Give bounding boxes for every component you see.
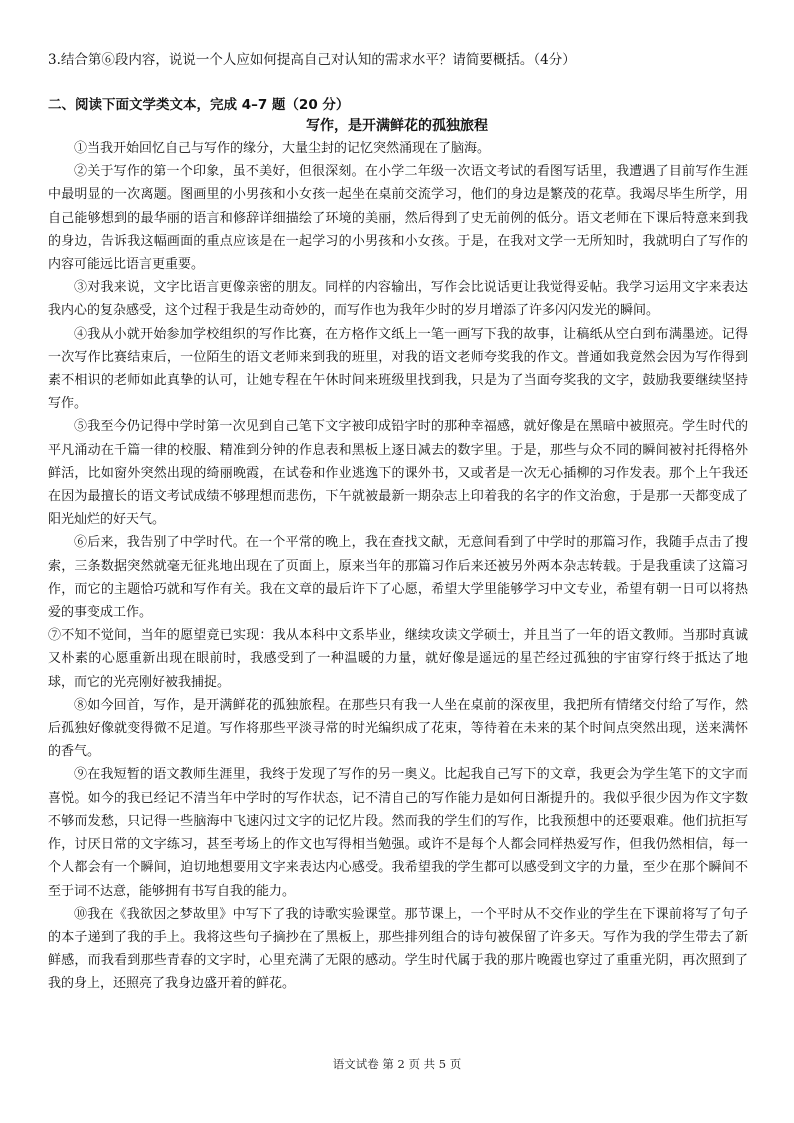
paragraph-10: ⑩我在《我欲因之梦故里》中写下了我的诗歌实验课堂。那节课上，一个平时从不交作业的学生在下课前将写了句子的本子递到了我的手上。我将这些句子摘抄在了黑板上，那些排列组合的诗句被保留了许多天。写作为我的学生带去了新鲜感，而我看到那些青春的文字时，心里充满了无限的感动。学生时代属于我的那片晚霞也穿过了重重光阴，再次照到了我的身上，还照亮了我身边盛开着的鲜花。: [48, 906, 748, 992]
page-footer: 语文试卷 第 2 页 共 5 页: [332, 1057, 462, 1071]
article-body: [48, 137, 748, 996]
paragraph-6: ⑥后来，我告别了中学时代。在一个平常的晚上，我在查找文献，无意间看到了中学时的那篇习作，我随手点击了搜索，三条数据突然就毫无征兆地出现在了页面上，原来当年的那篇习作后来还被另外两本杂志转载。于是我重读了这篇习作，而它的主题恰巧就和写作有关。我在文章的最后许下了心愿，希望大学里能够学习中文专业，希望有朝一日可以将热爱的事变成工作。: [48, 535, 748, 621]
paragraph-2: ②关于写作的第一个印象，虽不美好，但很深刻。在小学二年级一次语文考试的看图写话里，我遭遇了目前写作生涯中最明显的一次离题。图画里的小男孩和小女孩一起坐在桌前交流学习，他们的身边是繁茂的花草。我竭尽毕生所学，用自己能够想到的最华丽的语言和修辞详细描绘了环境的美丽，然后得到了史无前例的低分。语文老师在下课后特意来到我的身边，告诉我这幅画面的重点应该是在一起学习的小男孩和小女孩。于是，在我对文学一无所知时，我就明白了写作的内容可能远比语言更重要。: [48, 164, 748, 273]
paragraph-7: ⑦不知不觉间，当年的愿望竟已实现：我从本科中文系毕业，继续攻读文学硕士，并且当了一年的语文教师。当那时真诚又朴素的心愿重新出现在眼前时，我感受到了一种温暖的力量，就好像是遥远的星芒经过孤独的宇宙穿行终于抵达了地球，而它的光亮刚好被我捕捉。: [48, 628, 748, 690]
paragraph-4: ④我从小就开始参加学校组织的写作比赛，在方格作文纸上一笔一画写下我的故事，让稿纸从空白到布满墨迹。记得一次写作比赛结束后，一位陌生的语文老师来到我的班里，对我的语文老师夸奖我的作文。普通如我竟然会因为写作得到素不相识的老师如此真挚的认可，让她专程在午休时间来班级里找到我，只是为了当面夸奖我的文字，鼓励我要继续坚持写作。: [48, 326, 748, 412]
article-title: 写作，是开满鲜花的孤独旅程: [306, 118, 488, 134]
paragraph-3: ③对我来说，文字比语言更像亲密的朋友。同样的内容输出，写作会比说话更让我觉得妥帖。我学习运用文字来表达我内心的复杂感受，这个过程于我是生动奇妙的，而写作也为我年少时的岁月增添了许多闪闪发光的瞬间。: [48, 280, 748, 319]
paragraph-1: ①当我开始回忆自己与写作的缘分，大量尘封的记忆突然涌现在了脑海。: [74, 141, 491, 156]
question-3: 3.结合第⑥段内容，说说一个人应如何提高自己对认知的需求水平？请简要概括。（4分）: [48, 52, 576, 68]
paragraph-8: ⑧如今回首，写作，是开满鲜花的孤独旅程。在那些只有我一人坐在桌前的深夜里，我把所有情绪交付给了写作，然后孤独好像就变得微不足道。写作将那些平淡寻常的时光编织成了花束，等待着在未来的某个时间点突然出现，送来满怀的香气。: [48, 697, 748, 760]
paragraph-9: ⑨在我短暂的语文教师生涯里，我终于发现了写作的另一奥义。比起我自己写下的文章，我更会为学生笔下的文字而喜悦。如今的我已经记不清当年中学时的写作状态，记不清自己的写作能力是如何日渐提升的。我似乎很少因为作文字数不够而发愁，只记得一些脑海中飞速闪过文字的记忆片段。然而我的学生们的写作，比我预想中的还要艰难。他们抗拒写作，讨厌日常的文字练习，甚至考场上的作文也写得相当勉强。或许不是每个人都会同样热爱写作，但我仍然相信，每一个人都会有一个瞬间，迫切地想要用文字来表达内心感受。我希望我的学生都可以感受到文字的力量，至少在那个瞬间不至于词不达意，能够拥有书写自我的能力。: [48, 767, 748, 899]
paragraph-5: ⑤我至今仍记得中学时第一次见到自己笔下文字被印成铅字时的那种幸福感，就好像是在黑暗中被照亮。学生时代的平凡涌动在千篇一律的校服、精准到分钟的作息表和黑板上逐日减去的数字里。于是，那些与众不同的瞬间被衬托得格外鲜活，比如窗外突然出现的绮丽晚霞，在试卷和作业逃逸下的课外书，又或者是一次无心插柳的习作发表。那个上午我还在因为最擅长的语文考试成绩不够理想而悲伤，下午就被最新一期杂志上印着我的名字的作文治愈，于是那一天都变成了阳光灿烂的好天气。: [48, 419, 748, 528]
section-heading: 二、阅读下面文学类文本，完成 4–7 题（20 分）: [48, 97, 350, 113]
